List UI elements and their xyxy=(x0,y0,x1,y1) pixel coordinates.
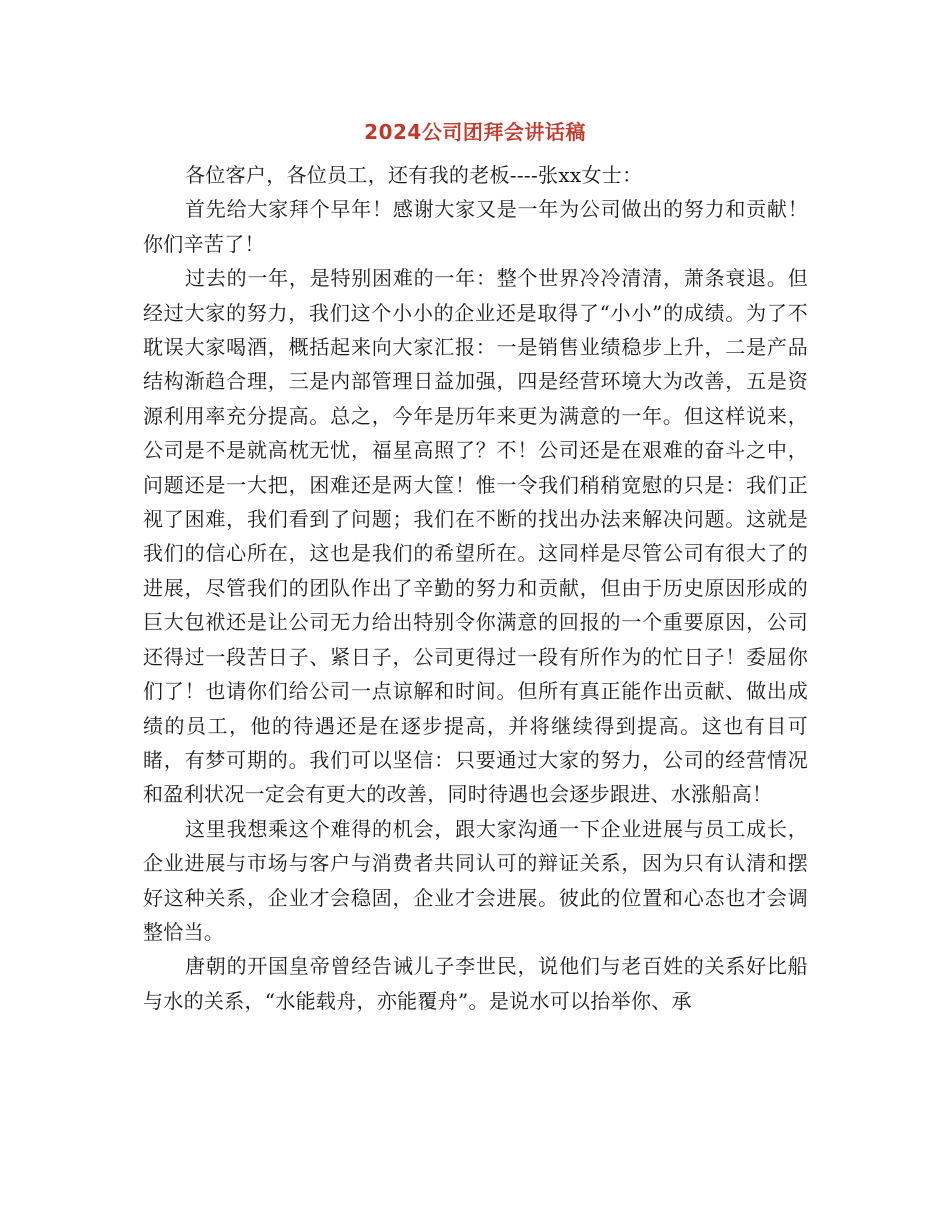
paragraph-relationship: 这里我想乘这个难得的机会，跟大家沟通一下企业进展与员工成长，企业进展与市场与客户与消费者共同认可的辩证关系，因为只有认清和摆好这种关系，企业才会稳固，企业才会进展。彼此的位置和心态也才会调整恰当。 xyxy=(143,816,808,944)
paragraph-greeting: 各位客户，各位员工，还有我的老板----张xx女士： xyxy=(185,163,643,187)
paragraph-year-review: 过去的一年，是特别困难的一年：整个世界冷冷清清，萧条衰退。但经过大家的努力，我们这个小小的企业还是取得了“小小”的成绩。为了不耽误大家喝酒，概括起来向大家汇报：一是销售业绩稳步上升，二是产品结构渐趋合理，三是内部管理日益加强，四是经营环境大为改善，五是资源利用率充分提高。总之，今年是历年来更为满意的一年。但这样说来，公司是不是就高枕无忧，福星高照了？不！公司还是在艰难的奋斗之中，问题还是一大把，困难还是两大筐！惟一令我们稍稍宽慰的只是：我们正视了困难，我们看到了问题；我们在不断的找出办法来解决问题。这就是我们的信心所在，这也是我们的希望所在。这同样是尽管公司有很大了的进展，尽管我们的团队作出了辛勤的努力和贡献，但由于历史原因形成的巨大包袱还是让公司无力给出特别令你满意的回报的一个重要原因，公司还得过一段苦日子、紧日子，公司更得过一段有所作为的忙日子！委屈你们了！也请你们给公司一点谅解和时间。但所有真正能作出贡献、做出成绩的员工，他的待遇还是在逐步提高，并将继续得到提高。这也有目可睹，有梦可期的。我们可以坚信：只要通过大家的努力，公司的经营情况和盈利状况一定会有更大的改善，同时待遇也会逐步跟进、水涨船高！ xyxy=(143,266,808,807)
paragraph-new-year-thanks: 首先给大家拜个早年！感谢大家又是一年为公司做出的努力和贡献！你们辛苦了！ xyxy=(143,197,808,256)
paragraph-tang-dynasty: 唐朝的开国皇帝曾经告诫儿子李世民，说他们与老百姓的关系好比船与水的关系，“水能载舟，亦能覆舟”。是说水可以抬举你、承 xyxy=(143,954,808,1013)
document-body xyxy=(143,158,808,1018)
document-title: 2024公司团拜会讲话稿 xyxy=(364,120,586,144)
